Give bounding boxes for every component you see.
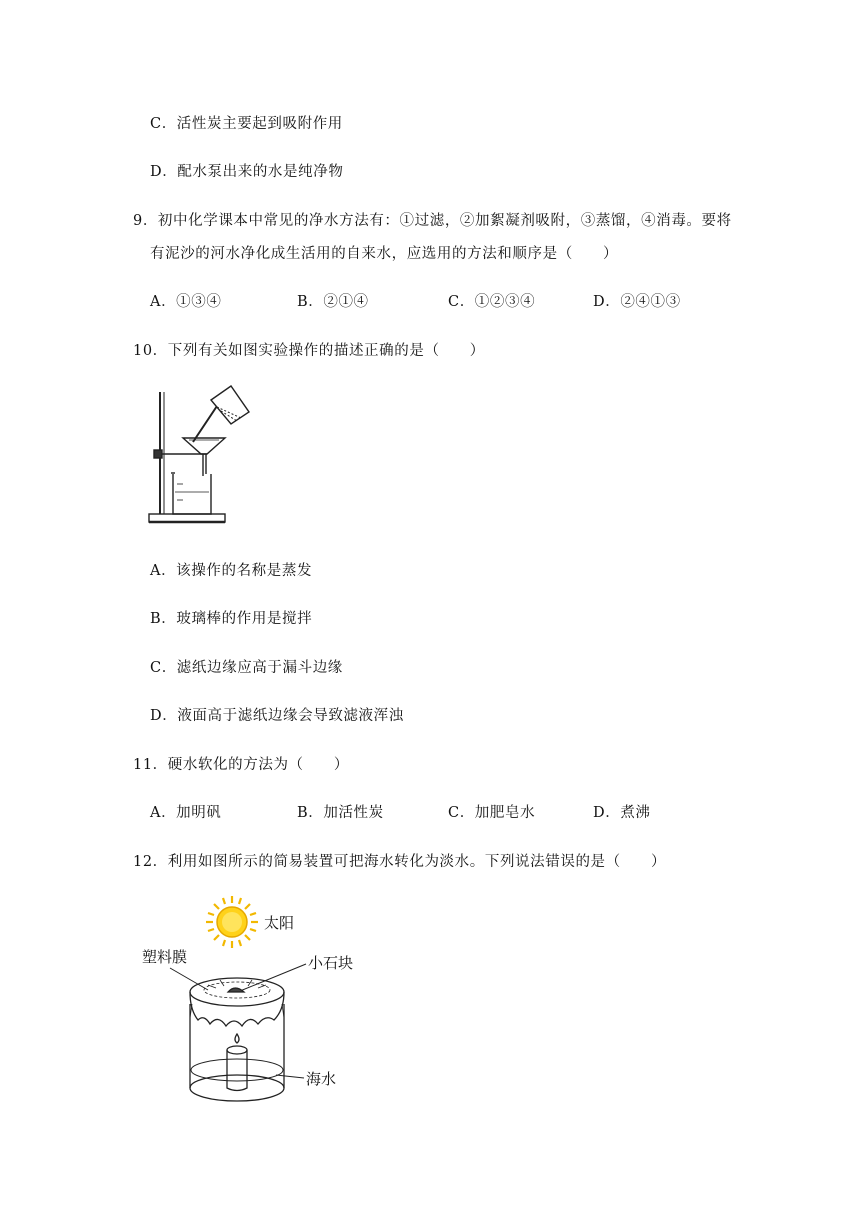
sun-label: 太阳 xyxy=(264,914,295,932)
q10-option-a: A．该操作的名称是蒸发 xyxy=(150,563,313,579)
q8-option-c: C．活性炭主要起到吸附作用 xyxy=(150,116,343,132)
q11-stem: 11．硬水软化的方法为（ ） xyxy=(133,757,349,773)
plastic-film-label: 塑料膜 xyxy=(142,948,188,966)
q9-stem-line1: 9．初中化学课本中常见的净水方法有：①过滤，②加絮凝剂吸附，③蒸馏，④消毒。要将 xyxy=(133,213,732,229)
q9-options xyxy=(150,290,810,310)
q11-option-a: A．加明矾 xyxy=(150,805,222,821)
q11-option-b: B．加活性炭 xyxy=(297,805,384,821)
q9-option-d: D．②④①③ xyxy=(593,294,681,310)
q9-option-a: A．①③④ xyxy=(150,294,222,310)
q10-stem: 10．下列有关如图实验操作的描述正确的是（ ） xyxy=(133,343,485,359)
filtration-apparatus-figure xyxy=(145,380,255,528)
q10-option-d: D．液面高于滤纸边缘会导致滤液浑浊 xyxy=(150,708,404,724)
sun-icon xyxy=(206,896,258,948)
q9-stem-line2: 有泥沙的河水净化成生活用的自来水，应选用的方法和顺序是（ ） xyxy=(150,246,619,262)
q11-option-d: D．煮沸 xyxy=(593,805,651,821)
q8-option-d: D．配水泵出来的水是纯净物 xyxy=(150,164,344,180)
solar-desalination-figure xyxy=(140,892,370,1108)
q10-option-b: B．玻璃棒的作用是搅拌 xyxy=(150,611,313,627)
q11-options xyxy=(150,801,810,821)
small-stone-label: 小石块 xyxy=(308,954,354,972)
q9-option-b: B．②①④ xyxy=(297,294,369,310)
q11-option-c: C．加肥皂水 xyxy=(448,805,536,821)
q12-stem: 12．利用如图所示的简易装置可把海水转化为淡水。下列说法错误的是（ ） xyxy=(133,854,667,870)
q9-option-c: C．①②③④ xyxy=(448,294,536,310)
seawater-label: 海水 xyxy=(306,1070,337,1088)
q10-option-c: C．滤纸边缘应高于漏斗边缘 xyxy=(150,660,343,676)
